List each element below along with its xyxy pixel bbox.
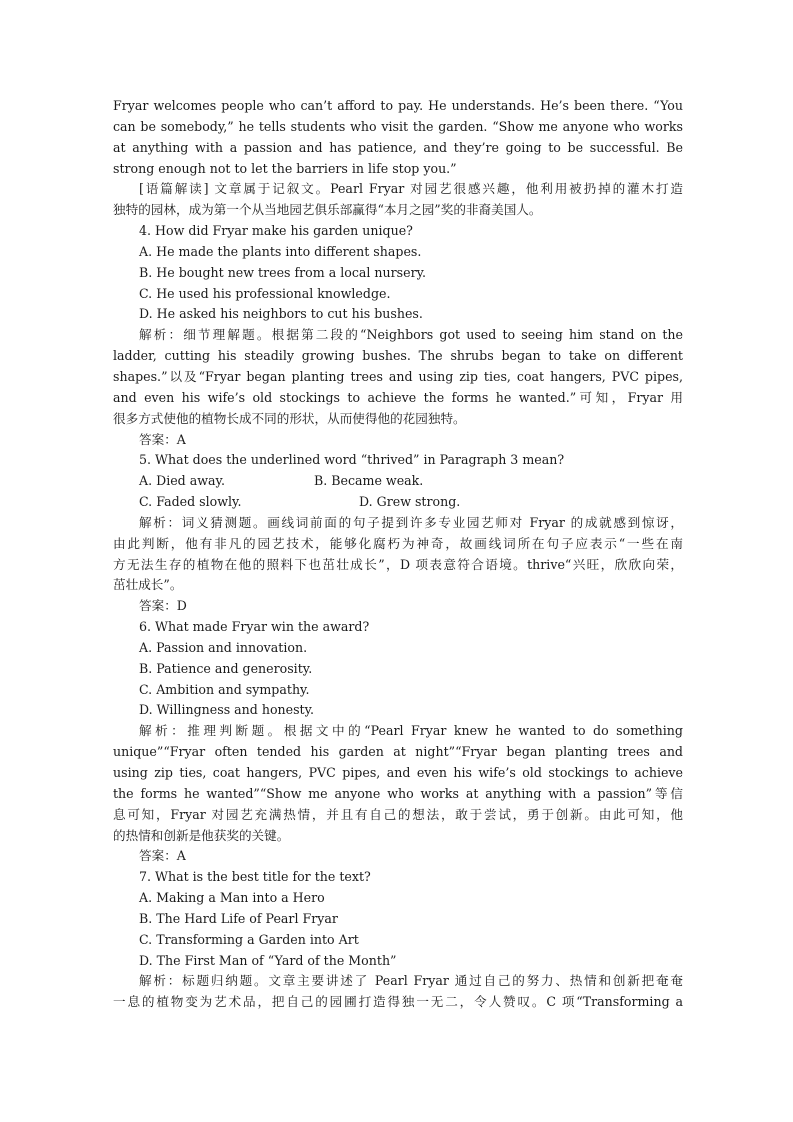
analysis-line: using zip ties, coat hangers, PVC pipes, and even his wife’s old stockings to achieve — [113, 765, 683, 780]
option: A. Making a Man into a Hero — [139, 890, 325, 906]
option: B. The Hard Life of Pearl Fryar — [139, 910, 338, 926]
question-stem: 7. What is the best title for the text? — [139, 869, 371, 885]
question-5 — [113, 450, 683, 617]
text-line: strong enough not to let the barriers in life stop you.” — [113, 160, 457, 176]
analysis-line: 的热情和创新是他获奖的关键。 — [113, 827, 290, 843]
analysis-line: 解析：推理判断题。根据文中的“Pearl Fryar knew he wanted to do something — [139, 723, 683, 739]
option: D. Willingness and honesty. — [139, 702, 315, 718]
analysis-line: ladder, cutting his steadily growing bushes. The shrubs began to take on different — [113, 348, 683, 364]
option: A. He made the plants into different shapes. — [139, 243, 422, 259]
analysis-line: and even his wife’s old stockings to achieve the forms he wanted.”可知，Fryar 用 — [113, 389, 683, 405]
question-stem: 6. What made Fryar win the award? — [139, 619, 370, 635]
analysis-line: 解析：细节理解题。根据第二段的“Neighbors got used to seeing him stand on the — [139, 327, 683, 343]
reading-note — [113, 179, 683, 221]
analysis-line: 茁壮成长”。 — [113, 577, 183, 593]
option: B. Became weak. — [314, 473, 424, 489]
option: B. Patience and generosity. — [139, 660, 313, 676]
option: A. Passion and innovation. — [139, 639, 308, 655]
analysis-line: 由此判断，他有非凡的园艺技术，能够化腐朽为神奇，故画线词所在句子应表示“一些在南 — [113, 535, 683, 551]
option: C. Transforming a Garden into Art — [139, 931, 359, 947]
option: C. He used his professional knowledge. — [139, 285, 391, 301]
option: D. Grew strong. — [359, 494, 461, 510]
text-line: at anything with a passion and has patience, and they’re going to be successful. Be — [113, 139, 683, 155]
option: C. Faded slowly. — [139, 494, 242, 510]
analysis-line: the forms he wanted”“Show me anyone who works at anything with a passion”等信 — [113, 785, 683, 801]
answer: 答案：D — [139, 598, 187, 614]
analysis-line: unique”“Fryar often tended his garden at night”“Fryar began planting trees and — [113, 744, 683, 760]
analysis-line: 解析：标题归纳题。文章主要讲述了 Pearl Fryar 通过自己的努力、热情和创新把奄奄 — [139, 973, 683, 989]
analysis-line: 一息的植物变为艺术品，把自己的园圃打造得独一无二，令人赞叹。C 项“Transforming a — [113, 994, 683, 1010]
answer: 答案：A — [139, 848, 186, 864]
analysis-line: 息可知，Fryar 对园艺充满热情，并且有自己的想法，敢于尝试，勇于创新。由此可知，他 — [113, 806, 683, 822]
question-6 — [113, 617, 683, 867]
text-line: [语篇解读] 文章属于记叙文。Pearl Fryar 对园艺很感兴趣，他利用被扔掉的灌木打造 — [139, 181, 683, 197]
text-line: can be somebody,” he tells students who visit the garden. “Show me anyone who works — [113, 118, 683, 134]
option: C. Ambition and sympathy. — [139, 681, 310, 697]
option-row — [113, 471, 683, 492]
analysis-line: 解析：词义猜测题。画线词前面的句子提到许多专业园艺师对 Fryar 的成就感到惊讶， — [139, 514, 683, 530]
text-line: 独特的园林，成为第一个从当地园艺俱乐部赢得“本月之园”奖的非裔美国人。 — [113, 202, 542, 218]
passage-end — [113, 96, 683, 179]
option: B. He bought new trees from a local nursery. — [139, 264, 427, 280]
analysis-line: 方无法生存的植物在他的照料下也茁壮成长”，D 项表意符合语境。thrive“兴旺，欣欣向荣， — [113, 556, 683, 572]
option: D. He asked his neighbors to cut his bushes. — [139, 306, 423, 322]
option: D. The First Man of “Yard of the Month” — [139, 952, 397, 968]
question-stem: 5. What does the underlined word “thrived” in Paragraph 3 mean? — [139, 452, 565, 468]
answer: 答案：A — [139, 431, 186, 447]
analysis-line: shapes.”以及“Fryar began planting trees and using zip ties, coat hangers, PVC pipes, — [113, 368, 683, 384]
text-line: Fryar welcomes people who can’t afford to pay. He understands. He’s been there. “You — [113, 98, 683, 113]
option: A. Died away. — [139, 473, 225, 489]
question-stem: 4. How did Fryar make his garden unique? — [139, 223, 413, 239]
question-4 — [113, 221, 683, 450]
option-row — [113, 492, 683, 513]
analysis-line: 很多方式使他的植物长成不同的形状，从而使得他的花园独特。 — [113, 410, 466, 426]
question-7 — [113, 867, 683, 1013]
